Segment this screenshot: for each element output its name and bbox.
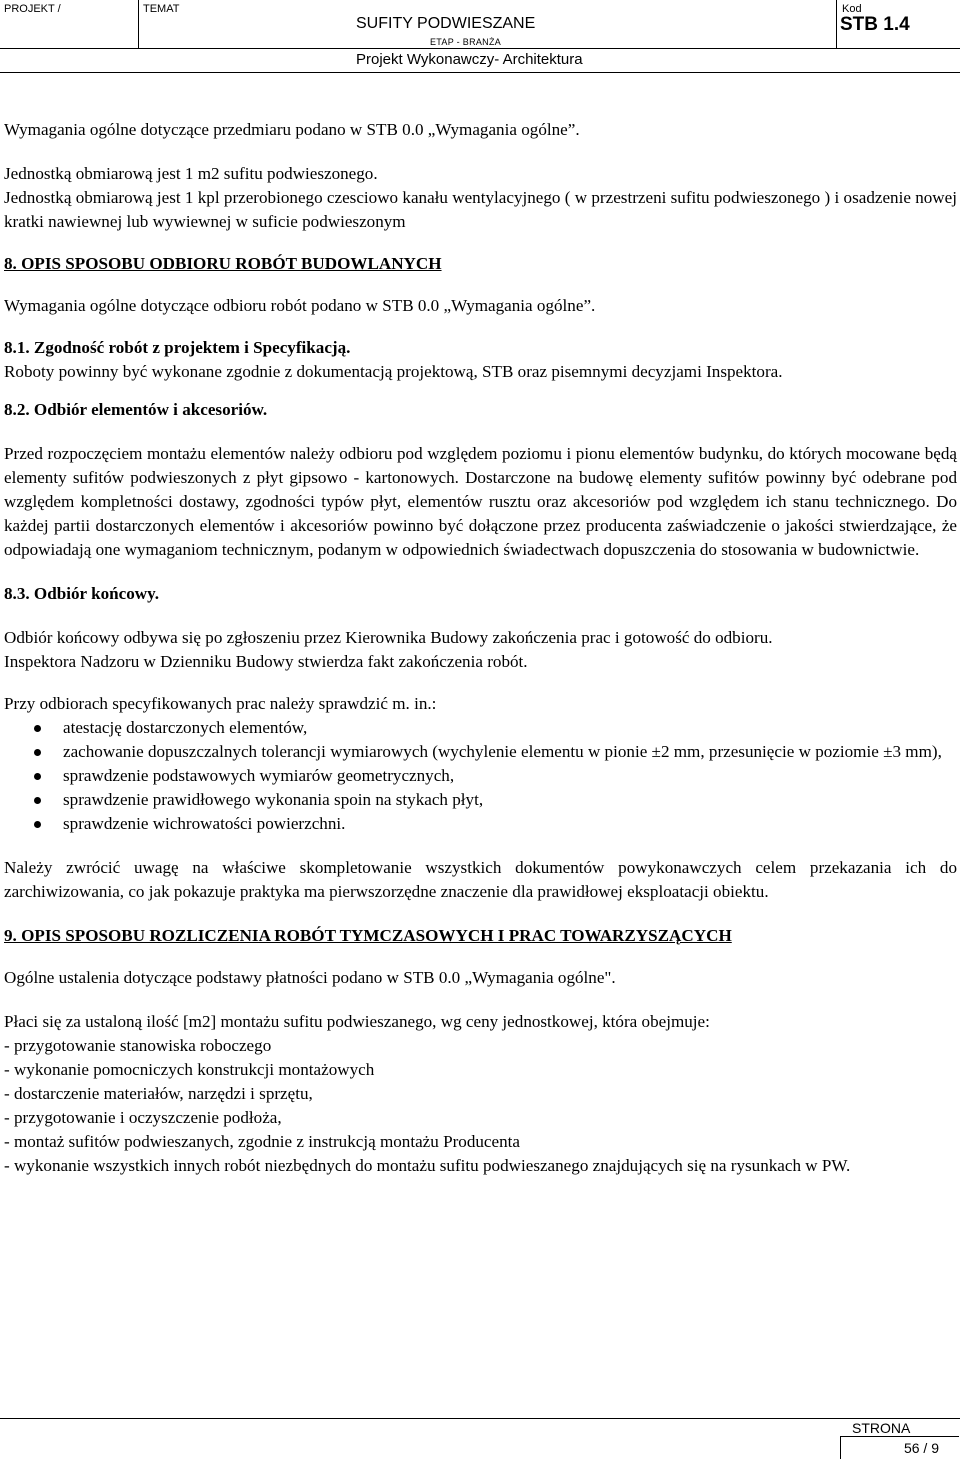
bullet-icon xyxy=(34,749,41,756)
paragraph: Jednostką obmiarową jest 1 m2 sufitu podwieszonego. xyxy=(4,164,378,183)
paragraph: Roboty powinny być wykonane zgodnie z dokumentacją projektową, STB oraz pisemnymi decyzjami Inspektora. xyxy=(4,362,783,381)
document-body xyxy=(4,118,957,1178)
list-item: - wykonanie wszystkich innych robót niezbędnych do montażu sufitu podwieszanego znajdujących się na rysunkach w PW. xyxy=(4,1156,851,1175)
section-8-1-heading: 8.1. Zgodność robót z projektem i Specyfikacją. xyxy=(4,338,351,357)
section-8-heading: 8. OPIS SPOSOBU ODBIORU ROBÓT BUDOWLANYCH xyxy=(4,254,442,273)
list-item: - montaż sufitów podwieszanych, zgodnie z instrukcją montażu Producenta xyxy=(4,1132,520,1151)
list-item: - wykonanie pomocniczych konstrukcji montażowych xyxy=(4,1060,375,1079)
header-code: STB 1.4 xyxy=(840,14,910,35)
header-title: SUFITY PODWIESZANE xyxy=(356,15,536,32)
bullet-icon xyxy=(34,821,41,828)
bullet-icon xyxy=(34,725,41,732)
paragraph: Odbiór końcowy odbywa się po zgłoszeniu przez Kierownika Budowy zakończenia prac i gotowość do odbioru. xyxy=(4,628,773,647)
paragraph: Jednostką obmiarową jest 1 kpl przerobionego czesciowo kanału wentylacyjnego ( w przestrzeni sufitu podwieszonego ) i osadzenie nowej kratki nawiewnej lub wywiewnej w suficie podwieszonym xyxy=(4,188,957,231)
page-header xyxy=(0,0,960,73)
footer-page-label: STRONA xyxy=(852,1420,911,1436)
checks-list xyxy=(4,716,957,836)
paragraph: Ogólne ustalenia dotyczące podstawy płatności podano w STB 0.0 „Wymagania ogólne". xyxy=(4,968,616,987)
header-label-topic: TEMAT xyxy=(143,3,180,15)
bullet-icon xyxy=(34,797,41,804)
bullet-icon xyxy=(34,773,41,780)
header-project-type: Projekt Wykonawczy- Architektura xyxy=(356,51,583,68)
header-label-code: Kod xyxy=(842,3,862,15)
list-item: - przygotowanie i oczyszczenie podłoża, xyxy=(4,1108,282,1127)
section-8-2-heading: 8.2. Odbiór elementów i akcesoriów. xyxy=(4,400,268,419)
header-stage: ETAP - BRANŻA xyxy=(430,37,502,47)
header-divider xyxy=(836,0,837,48)
paragraph: Przed rozpoczęciem montażu elementów należy odbioru pod względem poziomu i pionu elementów budynku, do których mocowane będą elementy sufitów podwieszonych z płyt gipsowo - kartonowych. Dostarczone na budowę elementy sufitów powinny być odebrane pod względem kompletności dostawy, zgodności typów płyt, elementów rusztu oraz akcesoriów pod względem ich stanu technicznego. Do każdej partii dostarczonych elementów i akcesoriów powinno być dołączone przez producenta zaświadczenie o jakości stwierdzające, że odpowiadają one wymaganiom technicznym, podanym w odpowiednich świadectwach dopuszczenia do stosowania w budownictwie. xyxy=(4,444,957,559)
page-number: 56 / 9 xyxy=(903,1440,939,1456)
paragraph: Wymagania ogólne dotyczące odbioru robót podano w STB 0.0 „Wymagania ogólne”. xyxy=(4,296,596,315)
list-item: sprawdzenie podstawowych wymiarów geometrycznych, xyxy=(4,764,957,788)
paragraph: Przy odbiorach specyfikowanych prac należy sprawdzić m. in.: xyxy=(4,694,437,713)
footer-divider xyxy=(0,1418,960,1419)
list-item: zachowanie dopuszczalnych tolerancji wymiarowych (wychylenie elementu w pionie ±2 mm, przesunięcie w poziomie ±3 mm), xyxy=(4,740,957,764)
list-item: atestację dostarczonych elementów, xyxy=(4,716,957,740)
list-item: sprawdzenie wichrowatości powierzchni. xyxy=(4,812,957,836)
footer-page-box xyxy=(840,1436,959,1459)
paragraph: Płaci się za ustaloną ilość [m2] montażu sufitu podwieszanego, wg ceny jednostkowej, która obejmuje: xyxy=(4,1012,710,1031)
header-divider xyxy=(0,48,960,49)
paragraph: Należy zwrócić uwagę na właściwe skompletowanie wszystkich dokumentów powykonawczych celem przekazania ich do zarchiwizowania, co jak pokazuje praktyka ma pierwszorzędne znaczenie dla prawidłowej eksploatacji obiektu. xyxy=(4,858,957,901)
header-label-project: PROJEKT / xyxy=(4,3,61,15)
paragraph: Wymagania ogólne dotyczące przedmiaru podano w STB 0.0 „Wymagania ogólne”. xyxy=(4,120,580,139)
header-divider xyxy=(138,0,139,48)
list-item: - dostarczenie materiałów, narzędzi i sprzętu, xyxy=(4,1084,313,1103)
list-item: sprawdzenie prawidłowego wykonania spoin na stykach płyt, xyxy=(4,788,957,812)
section-9-heading: 9. OPIS SPOSOBU ROZLICZENIA ROBÓT TYMCZASOWYCH I PRAC TOWARZYSZĄCYCH xyxy=(4,926,732,945)
paragraph: Inspektora Nadzoru w Dzienniku Budowy stwierdza fakt zakończenia robót. xyxy=(4,652,528,671)
section-8-3-heading: 8.3. Odbiór końcowy. xyxy=(4,584,159,603)
list-item: - przygotowanie stanowiska roboczego xyxy=(4,1036,272,1055)
